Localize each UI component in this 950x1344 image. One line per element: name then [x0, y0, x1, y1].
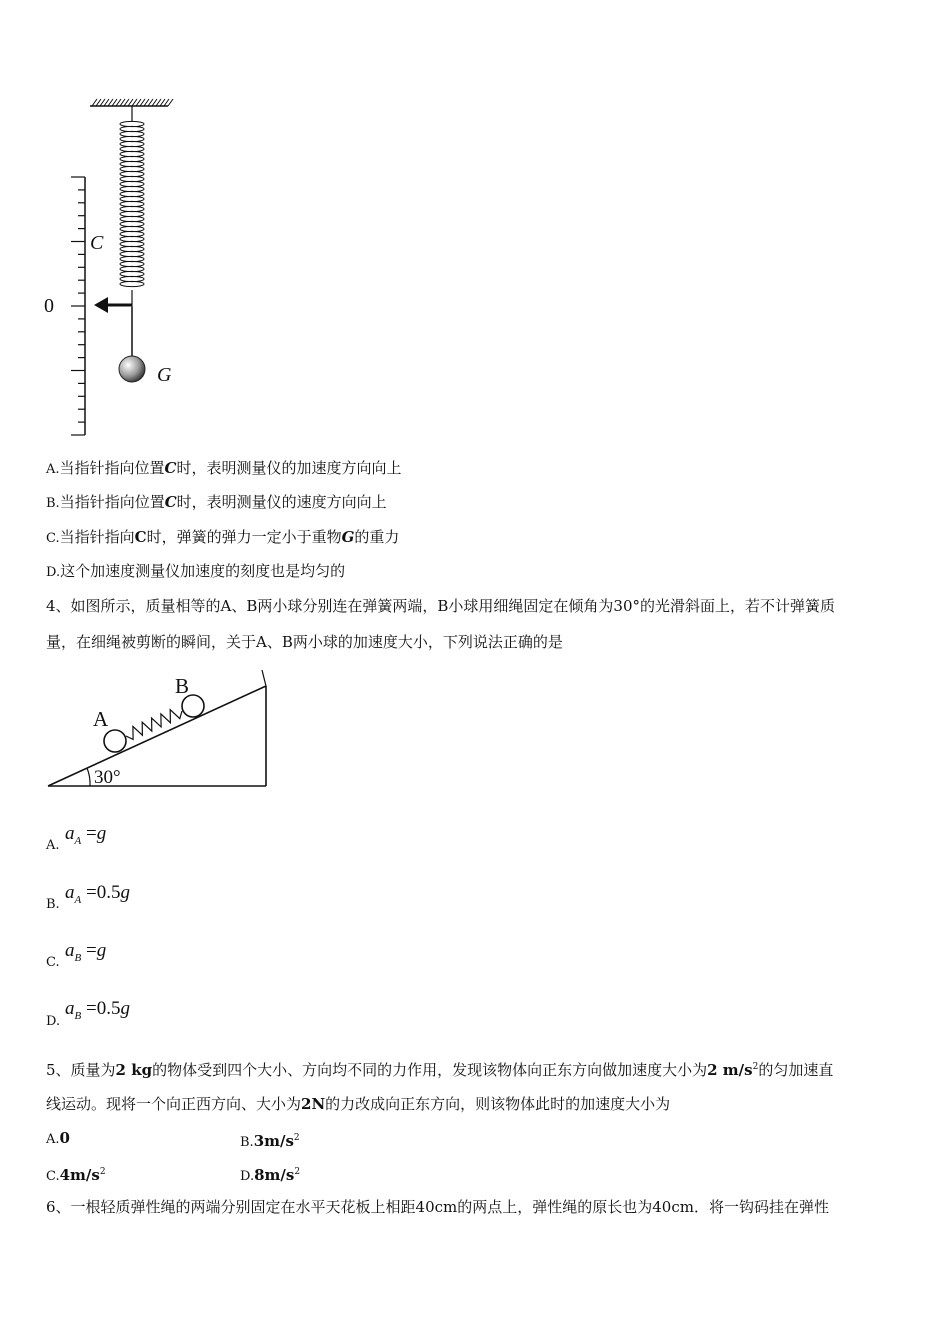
q4-line2: 量，在细绳被剪断的瞬间，关于A、B两小球的加速度大小，下列说法正确的是 [46, 633, 563, 651]
ball-b [182, 695, 204, 717]
ball-a [104, 730, 126, 752]
weight-ball [119, 356, 145, 382]
ceiling [90, 99, 173, 106]
q3-option-d: D.这个加速度测量仪加速度的刻度也是均匀的 [46, 562, 346, 580]
q5-option-d: $D.8m/s^2$ [240, 1166, 301, 1184]
q5-line2: 线运动。现将一个向正西方向、大小为2N的力改成向正东方向，则该物体此时的加速度大小为 [46, 1095, 671, 1113]
q3-option-a: A.当指针指向位置C时，表明测量仪的加速度方向向上 [46, 459, 402, 477]
q3-option-b: B.当指针指向位置C时，表明测量仪的速度方向向上 [46, 493, 387, 511]
spring [120, 121, 144, 286]
pointer-arrow [94, 297, 132, 313]
spring-incline [126, 710, 182, 740]
q6-line1: 6、一根轻质弹性绳的两端分别固定在水平天花板上相距40cm的两点上，弹性绳的原长也为40cm．将一钩码挂在弹性 [46, 1198, 829, 1216]
q5-line1: 5、质量为2 kg的物体受到四个大小、方向均不同的力作用，发现该物体向正东方向做加速度大小为2 $m/s^2$的匀加速直 [46, 1061, 834, 1079]
label-zero: 0 [44, 295, 54, 317]
spring-accelerometer-figure [40, 92, 200, 442]
incline-triangle [48, 670, 266, 786]
angle-label: 30° [94, 767, 121, 788]
scale-ruler [71, 177, 85, 435]
label-g: G [157, 364, 172, 386]
q3-option-c: C.当指针指向C时，弹簧的弹力一定小于重物G的重力 [46, 528, 400, 546]
q5-option-c: $C.4m/s^2$ [46, 1166, 106, 1184]
label-b: B [175, 674, 190, 698]
q5-option-b: $B.3m/s^2$ [240, 1132, 300, 1150]
label-a: A [93, 707, 109, 731]
label-c: C [90, 232, 104, 254]
q4-line1: 4、如图所示，质量相等的A、B两小球分别连在弹簧两端，B小球用细绳固定在倾角为30°的光滑斜面上，若不计弹簧质 [46, 597, 836, 615]
incline-figure [40, 662, 280, 797]
q5-option-a: A.0 [46, 1129, 70, 1147]
